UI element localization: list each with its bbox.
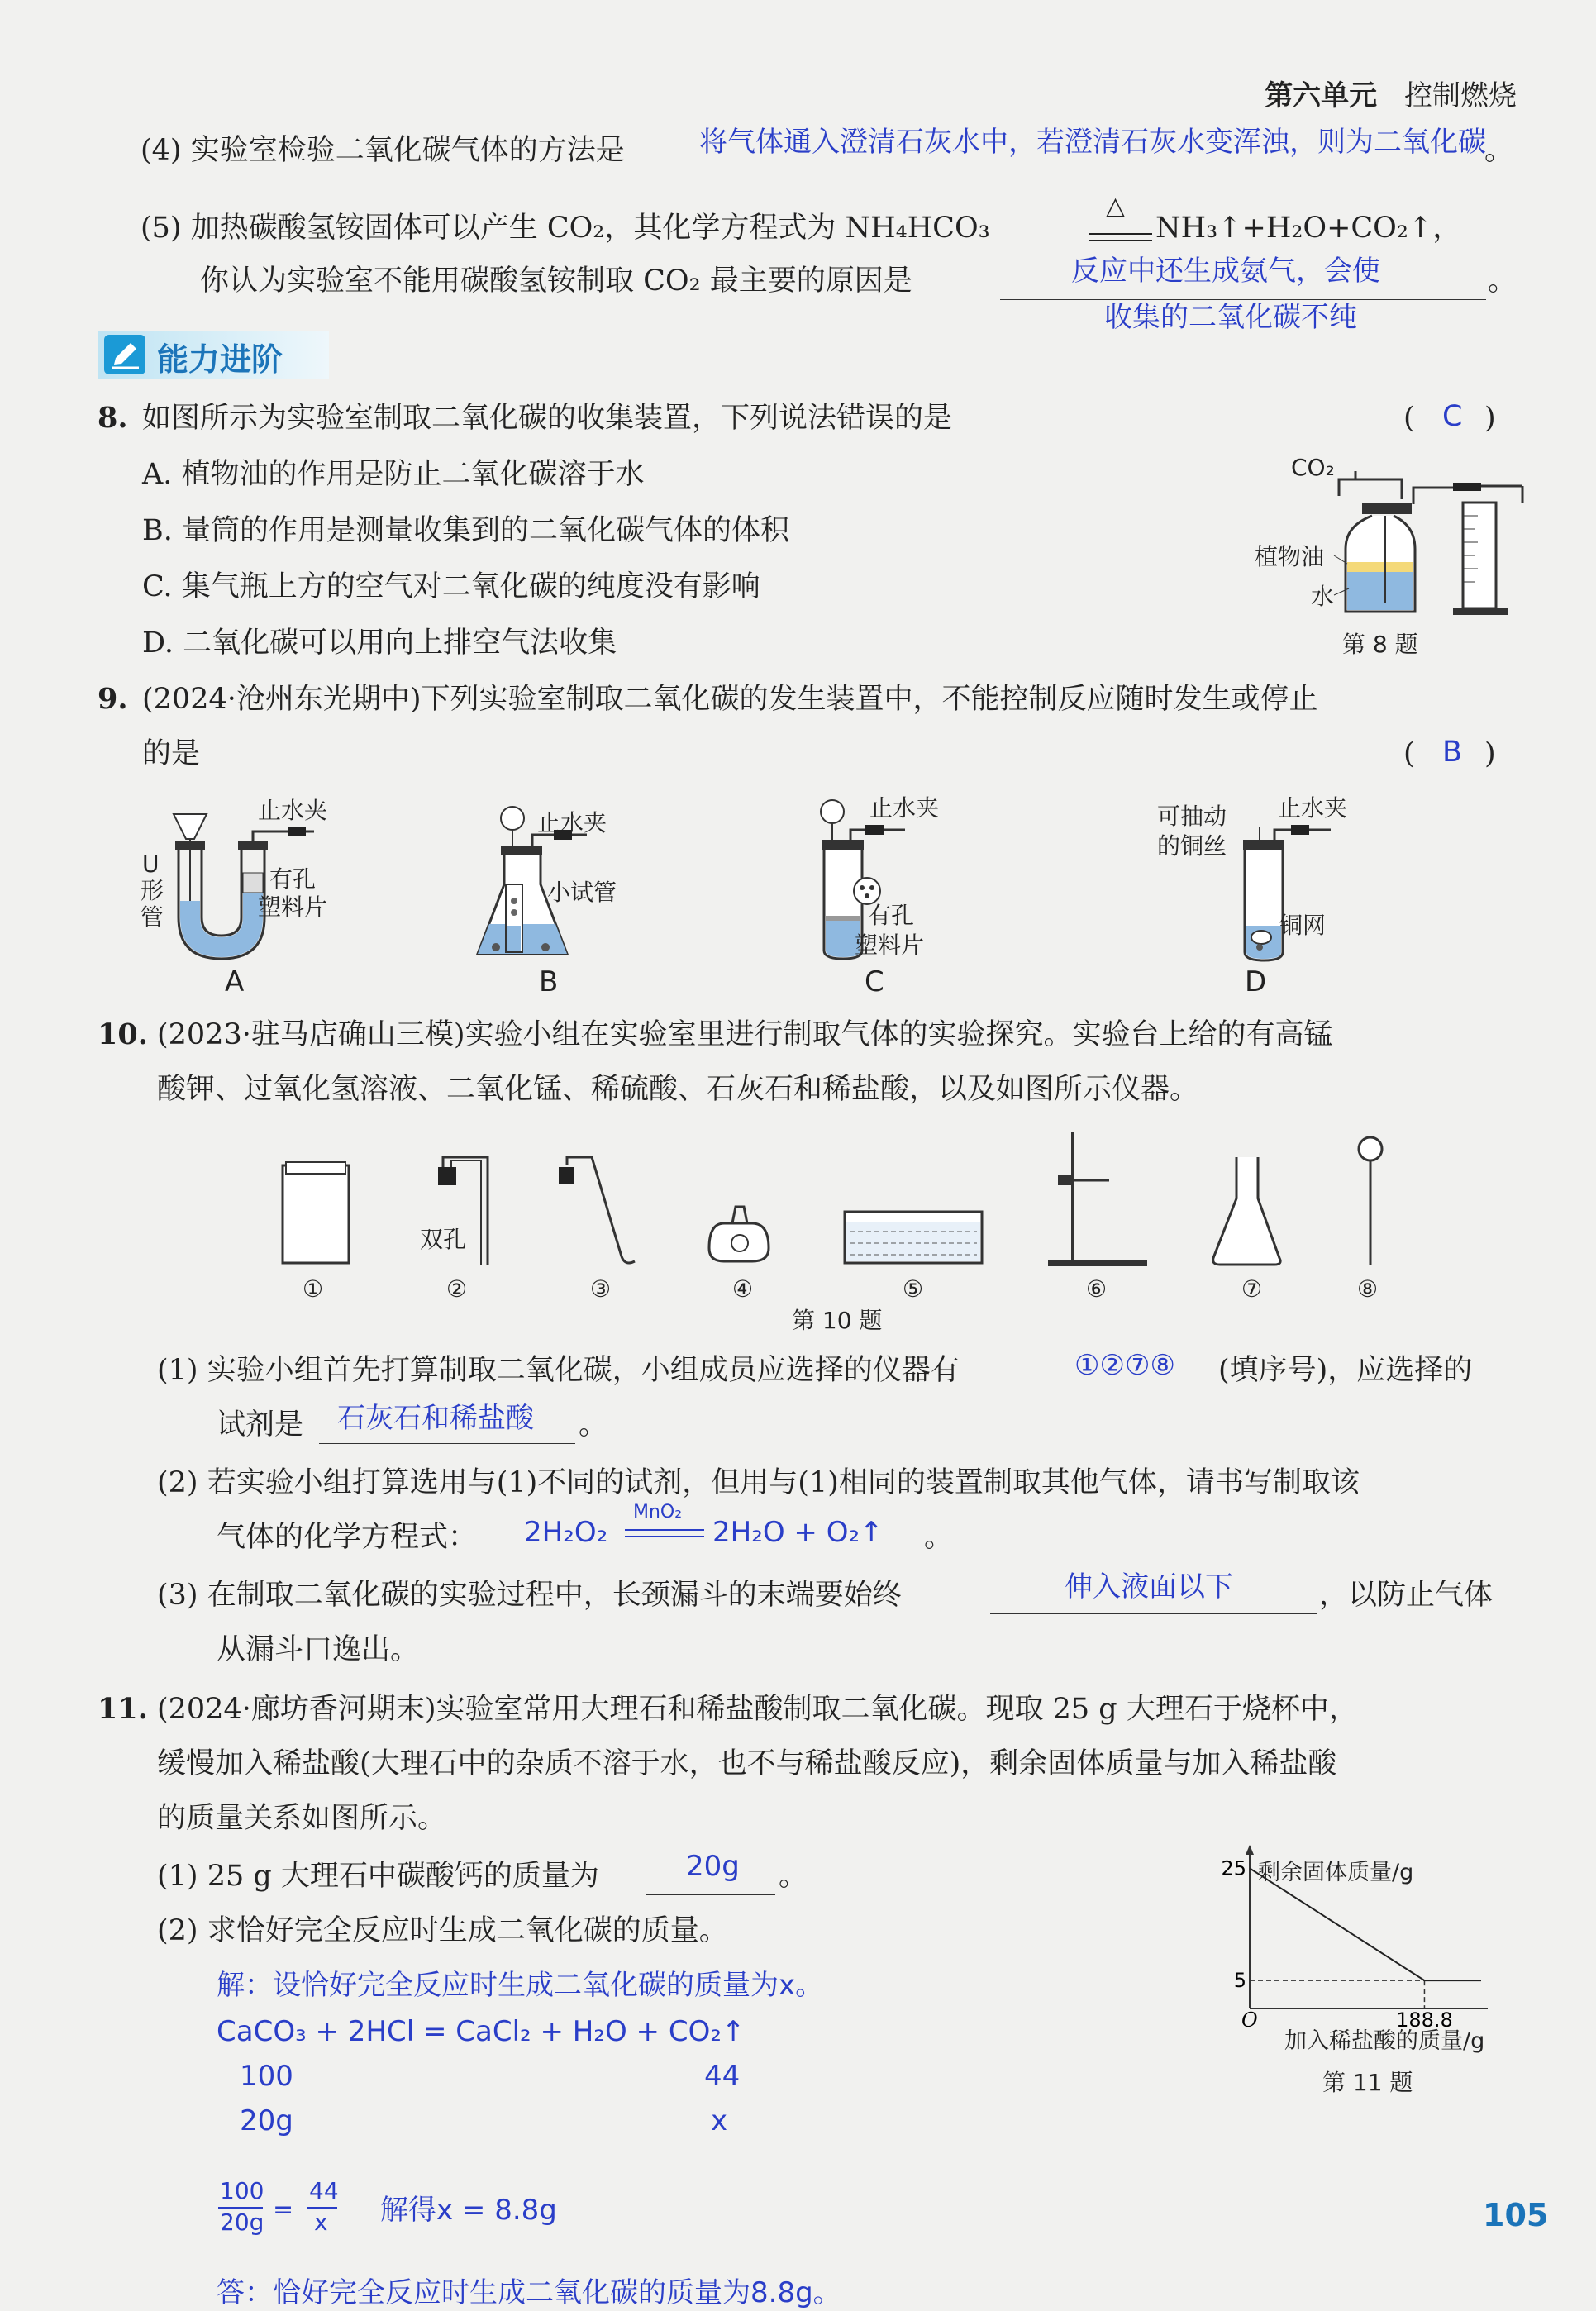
q8-number: 8. xyxy=(98,401,128,435)
q11-frac2-bottom: x xyxy=(314,2209,328,2236)
q11-solution-line1: 解：设恰好完全反应时生成二氧化碳的质量为x。 xyxy=(217,1969,824,2002)
q10-fig-2: ② xyxy=(446,1275,468,1303)
q11-part1-text: (1) 25 g 大理石中碳酸钙的质量为 xyxy=(157,1860,599,1893)
q7-part5-answer2: 收集的二氧化碳不纯 xyxy=(1104,301,1357,334)
q8-fig-caption: 第 8 题 xyxy=(1342,631,1418,658)
q10-part1-blank2 xyxy=(319,1443,575,1444)
q11-solution-ratio-b: 44 xyxy=(704,2060,741,2093)
equation-equals-bar xyxy=(1089,233,1152,241)
q9-b-tube: 小试管 xyxy=(547,879,617,906)
q7-part4-text: (4) 实验室检验二氧化碳气体的方法是 xyxy=(141,134,625,167)
q9-stem1: (2024·沧州东光期中)下列实验室制取二氧化碳的发生装置中，不能控制反应随时发生或停止 xyxy=(142,683,1318,716)
q10-part1-text: (1) 实验小组首先打算制取二氧化碳，小组成员应选择的仪器有 xyxy=(157,1354,960,1387)
q10-part2-line2: 气体的化学方程式： xyxy=(217,1521,478,1554)
q10-part1-text2: (填序号)，应选择的 xyxy=(1218,1354,1473,1387)
q8-option-c: C. 集气瓶上方的空气对二氧化碳的纯度没有影响 xyxy=(142,570,760,603)
chart-y-arrow xyxy=(1246,1845,1254,1855)
q9-a-plate2: 塑料片 xyxy=(258,893,328,921)
q7-part5-line1: (5) 加热碳酸氢铵固体可以产生 CO₂，其化学方程式为 NH₄HCO₃ xyxy=(141,212,990,245)
q8-fig-co2-label: CO₂ xyxy=(1291,454,1335,481)
q9-c-clamp: 止水夹 xyxy=(869,794,940,822)
q7-part4-answer: 将气体通入澄清石灰水中，若澄清石灰水变浑浊，则为二氧化碳 xyxy=(699,126,1486,159)
q8-option-b: B. 量筒的作用是测量收集到的二氧化碳气体的体积 xyxy=(142,514,789,547)
q11-stem1: (2024·廊坊香河期末)实验室常用大理石和稀盐酸制取二氧化碳。现取 25 g 大理石于烧杯中， xyxy=(157,1693,1358,1726)
chart-x-label: 加入稀盐酸的质量/g xyxy=(1284,2028,1485,2054)
chart-origin: O xyxy=(1241,2008,1258,2032)
q8-figure xyxy=(1240,446,1562,628)
q11-stem3: 的质量关系如图所示。 xyxy=(157,1802,447,1835)
q10-part3-text: (3) 在制取二氧化碳的实验过程中，长颈漏斗的末端要始终 xyxy=(157,1579,902,1612)
chart-y-tick-25: 25 xyxy=(1221,1856,1246,1880)
q9-d-wire2: 的铜丝 xyxy=(1157,832,1227,860)
q11-solution-result: 解得x = 8.8g xyxy=(380,2194,557,2227)
q9-number: 9. xyxy=(98,682,128,716)
q9-bracket-right: ) xyxy=(1484,737,1496,770)
q11-frac-equals: = xyxy=(273,2195,294,2224)
q9-c-plate2: 塑料片 xyxy=(855,932,925,959)
q10-part3-line2: 从漏斗口逸出。 xyxy=(217,1633,420,1666)
q11-stem2: 缓慢加入稀盐酸(大理石中的杂质不溶于水，也不与稀盐酸反应)，剩余固体质量与加入稀盐酸 xyxy=(157,1747,1337,1780)
q10-part3-answer: 伸入液面以下 xyxy=(1065,1570,1233,1603)
q9-d-clamp: 止水夹 xyxy=(1278,794,1348,822)
q11-solution-given-a: 20g xyxy=(240,2104,293,2137)
q7-part4-end: 。 xyxy=(1484,134,1514,167)
q11-solution-answer: 答：恰好完全反应时生成二氧化碳的质量为8.8g。 xyxy=(217,2276,841,2309)
q11-solution-equation: CaCO₃ + 2HCl = CaCl₂ + H₂O + CO₂↑ xyxy=(217,2015,746,2048)
q11-solution-given-b: x xyxy=(711,2104,728,2137)
q7-part5-end: 。 xyxy=(1488,264,1517,298)
q10-part1-line2: 试剂是 xyxy=(217,1408,304,1441)
q8-bracket-left: ( xyxy=(1403,402,1415,435)
q11-solution-ratio-a: 100 xyxy=(240,2060,293,2093)
q10-part2-end: 。 xyxy=(924,1521,954,1554)
q8-bracket-right: ) xyxy=(1484,402,1496,435)
q11-frac1-top: 100 xyxy=(220,2177,264,2204)
q9-d-label: D xyxy=(1245,965,1267,998)
q10-part1-answer: ①②⑦⑧ xyxy=(1074,1349,1175,1382)
q10-fig-3: ③ xyxy=(590,1275,612,1303)
q11-part1-blank xyxy=(646,1894,775,1895)
q10-fig-6: ⑥ xyxy=(1086,1275,1108,1303)
q9-a-u3: 管 xyxy=(141,903,164,931)
q10-part3-blank xyxy=(990,1613,1317,1614)
unit-label: 第六单元 xyxy=(1265,79,1378,112)
q9-a-plate1: 有孔 xyxy=(269,865,317,893)
q10-stem2: 酸钾、过氧化氢溶液、二氧化锰、稀硫酸、石灰石和稀盐酸，以及如图所示仪器。 xyxy=(157,1073,1199,1106)
chart-y-tick-5: 5 xyxy=(1233,1969,1246,1993)
q11-fig-caption: 第 11 题 xyxy=(1322,2069,1413,2096)
q10-part1-answer2: 石灰石和稀盐酸 xyxy=(337,1402,534,1435)
q9-a-label: A xyxy=(225,965,245,998)
chart-y-label: 剩余固体质量/g xyxy=(1258,1860,1414,1885)
page-header xyxy=(1265,73,1517,113)
q9-a-u2: 形 xyxy=(141,877,164,904)
q11-part1-answer: 20g xyxy=(686,1850,740,1883)
q9-a-clamp: 止水夹 xyxy=(258,797,328,824)
q9-d-mesh: 铜网 xyxy=(1279,912,1327,939)
q9-answer: B xyxy=(1442,736,1463,769)
q10-stem1: (2023·驻马店确山三模)实验小组在实验室里进行制取气体的实验探究。实验台上给的有高锰 xyxy=(157,1018,1333,1051)
q10-part2-eq-left: 2H₂O₂ xyxy=(524,1516,608,1549)
q10-part2-text: (2) 若实验小组打算选用与(1)不同的试剂，但用与(1)相同的装置制取其他气体，请书写制取该 xyxy=(157,1466,1360,1499)
q8-stem: 如图所示为实验室制取二氧化碳的收集装置，下列说法错误的是 xyxy=(142,402,953,435)
q8-option-d: D. 二氧化碳可以用向上排空气法收集 xyxy=(142,627,617,660)
q10-fig-7: ⑦ xyxy=(1241,1275,1263,1303)
section-title: 能力进阶 xyxy=(157,341,283,378)
q10-part2-eq-bar xyxy=(625,1529,704,1537)
q7-part5-line1b: NH₃↑+H₂O+CO₂↑， xyxy=(1155,212,1462,245)
q9-b-label: B xyxy=(539,965,559,998)
q7-part5-line2: 你认为实验室不能用碳酸氢铵制取 CO₂ 最主要的原因是 xyxy=(200,264,912,298)
q10-number: 10. xyxy=(98,1017,148,1051)
q10-fig-8: ⑧ xyxy=(1357,1275,1379,1303)
q10-fig-5: ⑤ xyxy=(903,1275,924,1303)
q11-part2-text: (2) 求恰好完全反应时生成二氧化碳的质量。 xyxy=(157,1914,728,1947)
q10-fig-caption: 第 10 题 xyxy=(792,1307,883,1334)
q8-fig-oil-label: 植物油 xyxy=(1255,543,1325,570)
q9-b-clamp: 止水夹 xyxy=(537,809,607,836)
section-heading xyxy=(98,331,329,379)
page-number: 105 xyxy=(1483,2197,1549,2233)
q9-figure-d xyxy=(1232,802,1372,967)
chart-x-tick-188-8: 188.8 xyxy=(1396,2008,1453,2032)
q10-fig-1: ① xyxy=(303,1275,324,1303)
q9-a-u1: U xyxy=(142,851,160,878)
q7-part5-answer1: 反应中还生成氨气，会使 xyxy=(1071,255,1380,288)
q10-part1-end: 。 xyxy=(579,1408,608,1441)
q11-frac2-top: 44 xyxy=(309,2177,339,2204)
q10-part2-eq-cond: MnO₂ xyxy=(633,1502,683,1522)
q9-c-plate1: 有孔 xyxy=(868,902,915,929)
q8-fig-water-label: 水 xyxy=(1311,583,1335,610)
q9-d-wire1: 可抽动 xyxy=(1157,803,1227,830)
q10-fig-hole-label: 双孔 xyxy=(420,1226,467,1253)
q8-answer: C xyxy=(1442,400,1463,433)
pencil-icon xyxy=(102,333,149,376)
unit-title: 控制燃烧 xyxy=(1404,79,1517,112)
q10-part3-text2: ，以防止气体 xyxy=(1319,1579,1494,1612)
heat-symbol: △ xyxy=(1106,192,1126,221)
q8-option-a: A. 植物油的作用是防止二氧化碳溶于水 xyxy=(142,458,645,491)
q9-bracket-left: ( xyxy=(1403,737,1415,770)
q9-c-label: C xyxy=(865,965,884,998)
q11-part1-end: 。 xyxy=(779,1860,808,1893)
q10-part2-eq-right: 2H₂O + O₂↑ xyxy=(712,1516,884,1549)
q9-stem2: 的是 xyxy=(142,737,201,770)
q11-number: 11. xyxy=(98,1692,148,1726)
q11-frac1-bottom: 20g xyxy=(220,2209,264,2236)
q10-fig-4: ④ xyxy=(732,1275,754,1303)
